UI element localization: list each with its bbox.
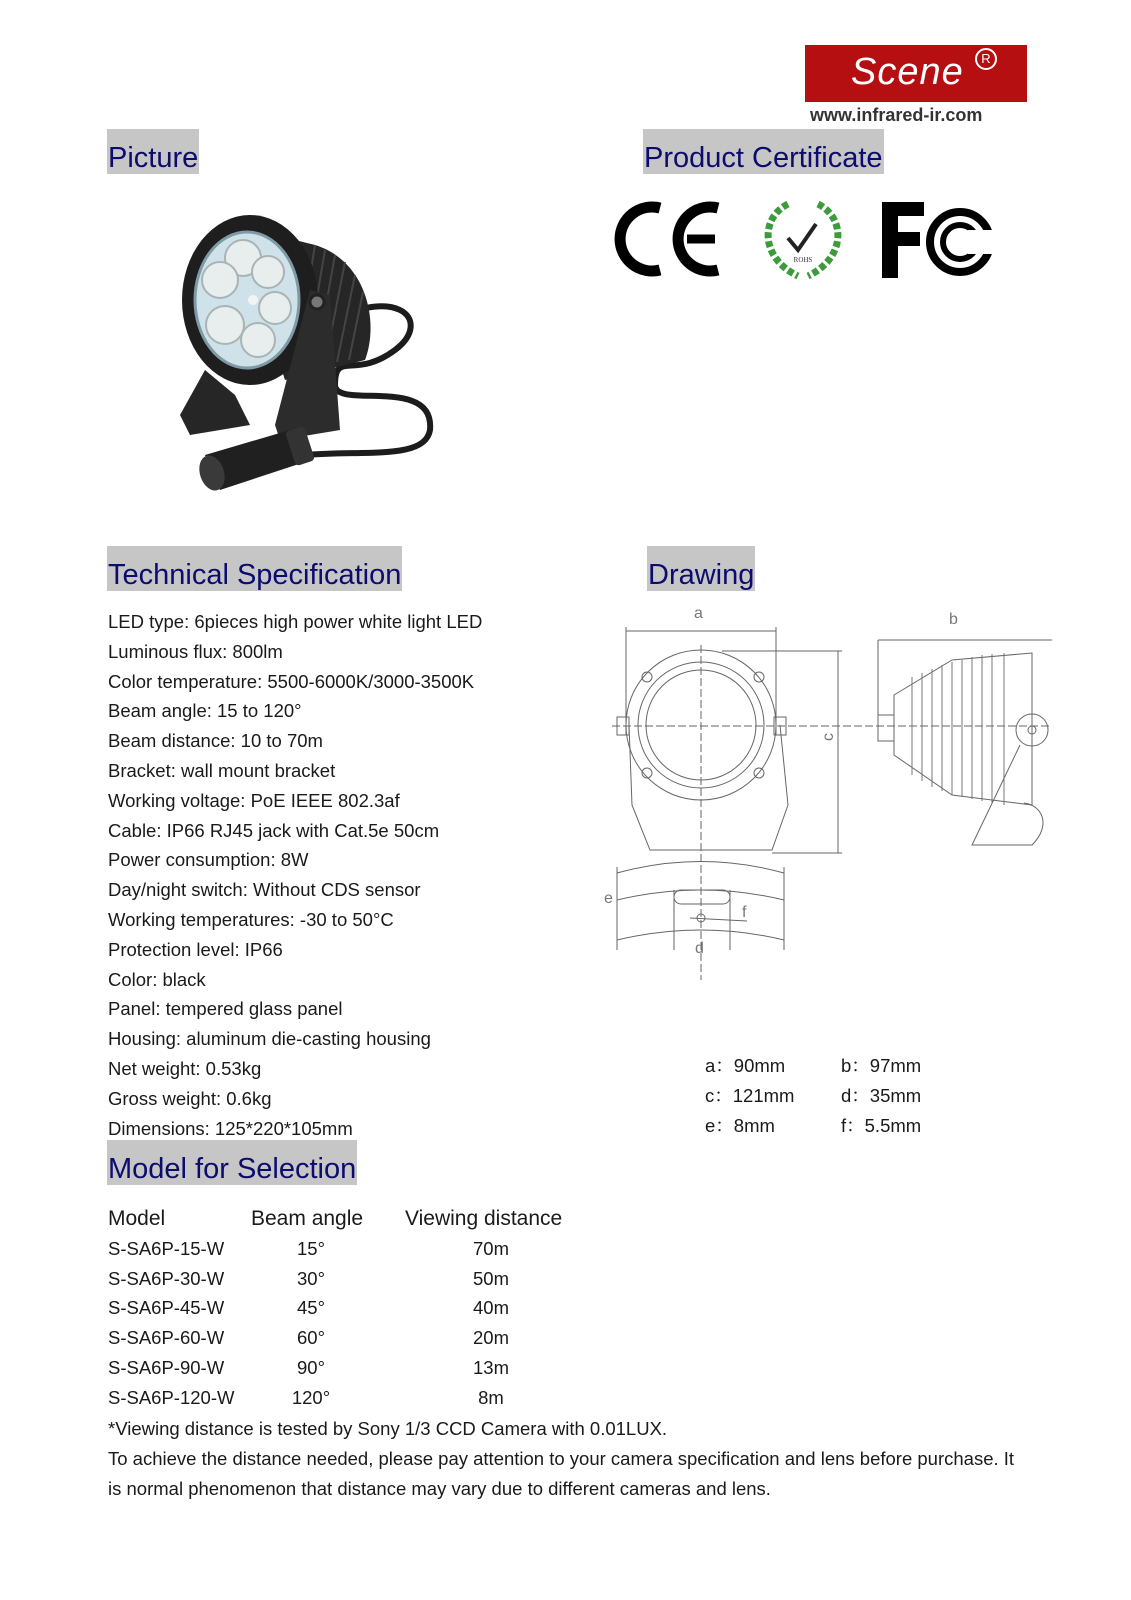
dimension-values	[705, 1051, 977, 1140]
model-cell: S-SA6P-90-W	[108, 1357, 225, 1379]
dimension-a: a：90mm	[705, 1055, 786, 1076]
spec-item: Cable: IP66 RJ45 jack with Cat.5e 50cm	[108, 819, 440, 841]
table-row	[108, 1353, 605, 1383]
section-heading-model-selection: Model for Selection	[107, 1140, 357, 1185]
model-cell: S-SA6P-45-W	[108, 1297, 225, 1319]
distance-cell: 20m	[473, 1327, 509, 1349]
distance-cell: 40m	[473, 1297, 509, 1319]
distance-cell: 8m	[478, 1386, 504, 1408]
angle-cell: 45°	[297, 1297, 325, 1319]
rohs-mark-icon	[758, 198, 848, 280]
notes	[108, 1414, 1018, 1503]
spec-item: Panel: tempered glass panel	[108, 998, 343, 1020]
note-purchase-advice: To achieve the distance needed, please pay attention to your camera specification and lens before purchase. It is normal phenomenon that distance may vary due to different cameras and lens.	[108, 1447, 1015, 1499]
dimension-c: c：121mm	[705, 1084, 795, 1106]
table-header	[108, 1203, 605, 1234]
spec-item: Beam distance: 10 to 70m	[108, 730, 323, 752]
spec-item: Bracket: wall mount bracket	[108, 759, 336, 781]
angle-cell: 60°	[297, 1327, 325, 1349]
header-model: Model	[108, 1206, 166, 1230]
distance-cell: 50m	[473, 1267, 509, 1289]
dimension-f: f：5.5mm	[841, 1114, 922, 1136]
spec-list	[108, 607, 482, 1143]
dimension-b: b：97mm	[841, 1055, 922, 1076]
spec-item: Luminous flux: 800lm	[108, 640, 283, 662]
registered-mark-icon: R	[975, 48, 997, 70]
logo-text: Scene	[851, 51, 964, 93]
spec-item: Gross weight: 0.6kg	[108, 1087, 272, 1109]
section-heading-certificate: Product Certificate	[643, 129, 884, 174]
spec-item: Color: black	[108, 968, 206, 990]
technical-drawing	[604, 605, 1052, 980]
drawing-label-b: b	[949, 611, 958, 628]
product-photo	[165, 200, 445, 510]
drawing-label-a: a	[694, 605, 703, 622]
spec-item: LED type: 6pieces high power white light LED	[108, 611, 483, 632]
section-heading-drawing: Drawing	[647, 546, 755, 591]
table-row	[108, 1323, 605, 1353]
spec-item: Beam angle: 15 to 120°	[108, 700, 302, 722]
dimension-e: e：8mm	[705, 1114, 775, 1136]
spec-item: Working temperatures: -30 to 50°C	[108, 908, 394, 930]
table-row	[108, 1294, 605, 1324]
spec-item: Power consumption: 8W	[108, 849, 309, 871]
angle-cell: 90°	[297, 1357, 325, 1379]
spec-item: Dimensions: 125*220*105mm	[108, 1117, 353, 1139]
model-cell: S-SA6P-15-W	[108, 1237, 225, 1259]
brand-logo	[805, 45, 1027, 102]
drawing-label-e: e	[604, 890, 613, 907]
table-row	[108, 1264, 605, 1294]
distance-cell: 70m	[473, 1237, 509, 1259]
header-viewing-distance: Viewing distance	[405, 1206, 563, 1230]
ce-mark-icon	[615, 198, 725, 278]
section-heading-picture: Picture	[107, 129, 199, 174]
model-cell: S-SA6P-120-W	[108, 1386, 235, 1408]
fcc-mark-icon	[882, 202, 994, 278]
spec-item: Housing: aluminum die-casting housing	[108, 1028, 431, 1050]
model-cell: S-SA6P-60-W	[108, 1327, 225, 1349]
spec-item: Day/night switch: Without CDS sensor	[108, 879, 421, 901]
rohs-label: ROHS	[793, 256, 813, 264]
angle-cell: 15°	[297, 1237, 325, 1259]
drawing-label-d: d	[695, 940, 704, 957]
dimension-d: d：35mm	[841, 1084, 922, 1106]
distance-cell: 13m	[473, 1357, 509, 1379]
header-beam-angle: Beam angle	[251, 1206, 364, 1230]
spec-item: Protection level: IP66	[108, 938, 283, 960]
drawing-label-f: f	[742, 904, 747, 921]
angle-cell: 120°	[291, 1386, 331, 1408]
website-url: www.infrared-ir.com	[810, 105, 983, 125]
note-viewing-distance: *Viewing distance is tested by Sony 1/3 CCD Camera with 0.01LUX.	[108, 1418, 668, 1439]
spec-item: Net weight: 0.53kg	[108, 1057, 262, 1079]
section-heading-tech-spec: Technical Specification	[107, 546, 402, 591]
angle-cell: 30°	[297, 1267, 325, 1289]
table-row	[108, 1383, 605, 1413]
model-cell: S-SA6P-30-W	[108, 1267, 225, 1289]
spec-item: Working voltage: PoE IEEE 802.3af	[108, 789, 400, 811]
table-row	[108, 1234, 605, 1264]
drawing-label-c: c	[820, 733, 837, 741]
spec-item: Color temperature: 5500-6000K/3000-3500K	[108, 670, 475, 692]
model-table	[108, 1203, 605, 1413]
